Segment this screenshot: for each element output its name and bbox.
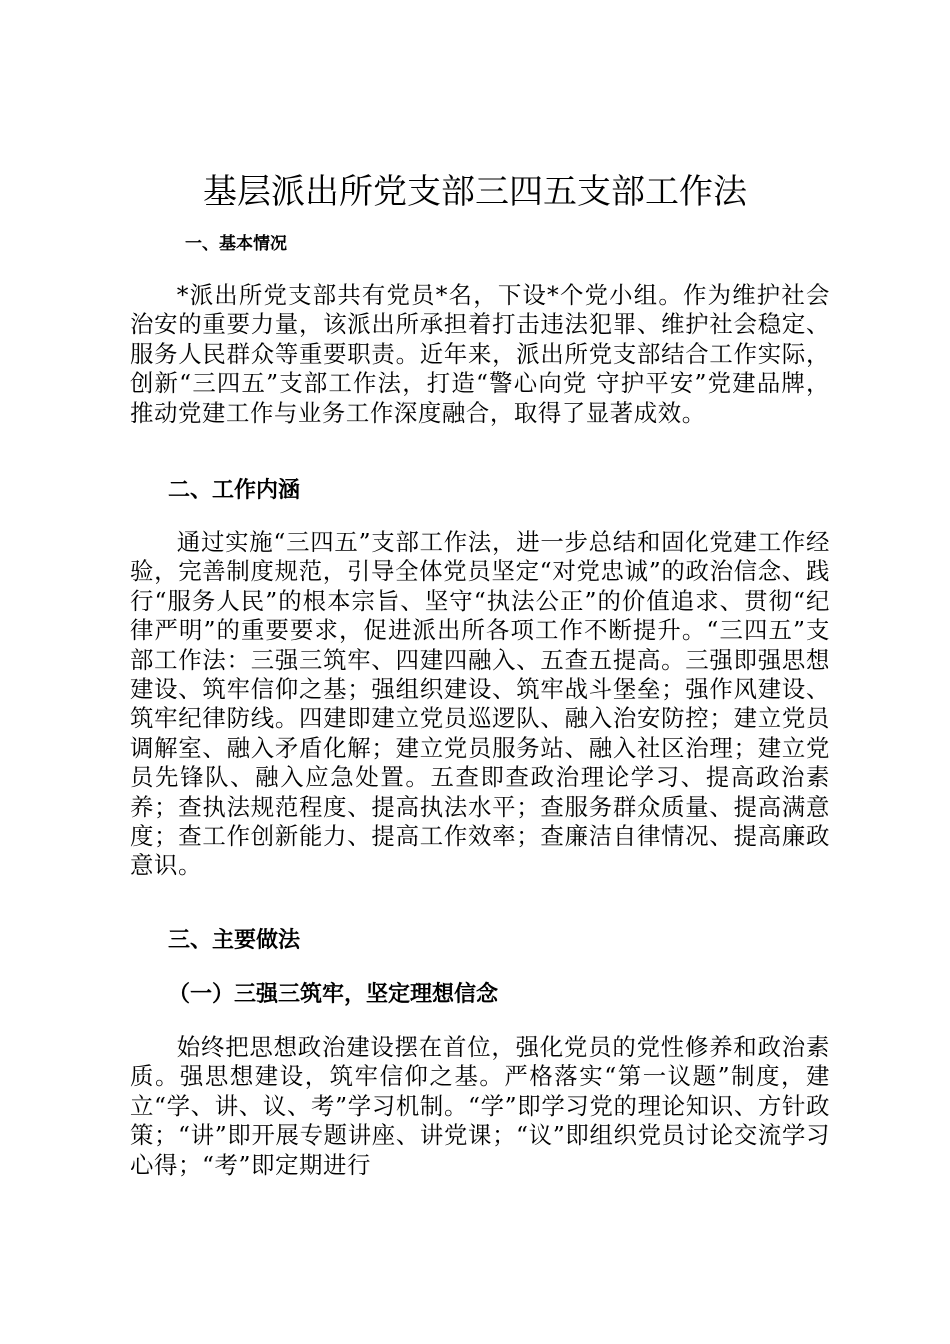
document-title: 基层派出所党支部三四五支部工作法 [203,172,747,212]
section-heading-main-practices: 三、主要做法 [168,928,301,953]
section-heading-basic-situation: 一、基本情况 [185,234,287,254]
paragraph-work-connotation: 通过实施“三四五”支部工作法，进一步总结和固化党建工作经验，完善制度规范，引导全体党员坚定“对党忠诚”的政治信念、践行“服务人民”的根本宗旨、坚守“执法公正”的价值追求、贯彻“纪律严明”的重要要求，促进派出所各项工作不断提升。“三四五”支部工作法：三强三筑牢、四建四融入、五查五提高。三强即强思想建设、筑牢信仰之基；强组织建设、筑牢战斗堡垒；强作风建设、筑牢纪律防线。四建即建立党员巡逻队、融入治安防控；建立党员调解室、融入矛盾化解；建立党员服务站、融入社区治理；建立党员先锋队、融入应急处置。五查即查政治理论学习、提高政治素养；查执法规范程度、提高执法水平；查服务群众质量、提高满意度；查工作创新能力、提高工作效率；查廉洁自律情况、提高廉政意识。 [130,528,830,880]
paragraph-basic-situation: *派出所党支部共有党员*名，下设*个党小组。作为维护社会治安的重要力量，该派出所承担着打击违法犯罪、维护社会稳定、服务人民群众等重要职责。近年来，派出所党支部结合工作实际，创新“三四五”支部工作法，打造“警心向党 守护平安”党建品牌，推动党建工作与业务工作深度融合，取得了显著成效。 [130,281,830,427]
paragraph-three-strengthen: 始终把思想政治建设摆在首位，强化党员的党性修养和政治素质。强思想建设，筑牢信仰之基。严格落实“第一议题”制度，建立“学、讲、议、考”学习机制。“学”即学习党的理论知识、方针政策；“讲”即开展专题讲座、讲党课；“议”即组织党员讨论交流学习心得；“考”即定期进行 [130,1033,830,1179]
section-heading-work-connotation: 二、工作内涵 [168,478,301,503]
subsection-heading-three-strengthen: （一）三强三筑牢，坚定理想信念 [168,982,499,1007]
